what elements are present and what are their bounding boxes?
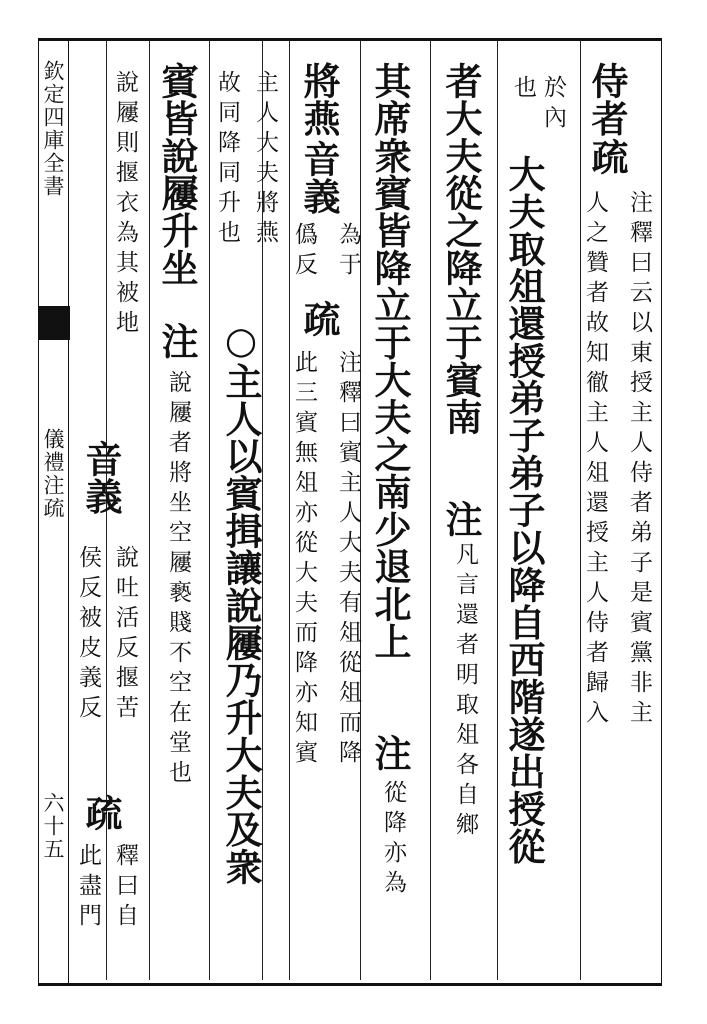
column-rule bbox=[497, 40, 498, 980]
margin-rule-left bbox=[38, 38, 39, 983]
column-4-commentary: 也 bbox=[510, 75, 536, 105]
column-11-main-text: ○主人以賓揖讓說屨乃升大夫及衆 bbox=[219, 318, 263, 886]
column-1-shu-marker: 疏 bbox=[585, 138, 629, 176]
column-rule bbox=[149, 40, 150, 980]
column-14-commentary-2: 釋曰自 bbox=[112, 843, 138, 933]
outer-frame-right bbox=[661, 38, 662, 983]
column-8-shu-marker: 疏 bbox=[297, 300, 341, 338]
margin-rule-right bbox=[68, 38, 69, 983]
fishtail-mark bbox=[38, 306, 70, 340]
column-8-commentary-2: 注釋曰賓主人大夫有俎從俎而降 bbox=[335, 350, 361, 770]
column-6-zhu-marker: 注 bbox=[368, 734, 412, 772]
column-5-main-text: 者大夫從之降立于賓南 bbox=[439, 62, 483, 436]
column-6-commentary: 從降亦為 bbox=[380, 780, 406, 900]
column-12-main-text: 賓皆說屨升坐 bbox=[155, 62, 199, 287]
column-13-commentary: 說屨則揠衣為其被地 bbox=[112, 70, 138, 340]
column-14-shu-marker: 疏 bbox=[79, 794, 123, 832]
column-9-commentary: 此三賓無俎亦從大夫而降亦知賓 bbox=[291, 350, 317, 770]
column-12-commentary: 說屨者將坐空屨褻賤不空在堂也 bbox=[165, 370, 191, 790]
margin-book-title: 儀禮注疏 bbox=[41, 428, 65, 520]
column-14-commentary: 侯反被皮義反 bbox=[75, 545, 101, 725]
column-rule bbox=[430, 40, 431, 980]
column-2-commentary: 人之贊者故知徹主人俎還授主人侍者歸入 bbox=[582, 190, 608, 730]
column-15-commentary: 此盡門 bbox=[75, 843, 101, 933]
column-12-zhu-marker: 注 bbox=[155, 322, 199, 360]
column-7-yinyi-marker: 音義 bbox=[297, 140, 341, 215]
column-11-commentary: 故同降同升也 bbox=[214, 70, 240, 250]
column-3-commentary: 於內 bbox=[540, 75, 566, 135]
column-13-yinyi-marker: 音義 bbox=[79, 440, 123, 515]
column-8-commentary: 僞反 bbox=[291, 222, 317, 282]
column-10-commentary: 主人大夫將燕 bbox=[252, 70, 278, 250]
column-rule bbox=[580, 40, 581, 980]
column-7-commentary: 為于 bbox=[335, 222, 361, 282]
column-5-commentary: 凡言還者明取俎各自鄉 bbox=[452, 542, 478, 842]
column-1-commentary: 注釋曰云以東授主人侍者弟子是賓黨非主 bbox=[626, 190, 652, 730]
column-rule bbox=[289, 40, 290, 980]
column-7-main-text: 將燕 bbox=[297, 62, 341, 137]
column-6-main-text: 其席衆賓皆降立于大夫之南少退北上 bbox=[368, 62, 412, 660]
column-rule bbox=[209, 40, 210, 980]
column-13-commentary-2: 說吐活反揠苦 bbox=[112, 545, 138, 725]
page-number: 六十五 bbox=[41, 792, 65, 861]
column-3-main-text: 大夫取俎還授弟子弟子以降自西階遂出授從 bbox=[502, 155, 546, 865]
column-1-main-text: 侍者 bbox=[585, 62, 629, 137]
column-5-zhu-marker: 注 bbox=[439, 500, 483, 538]
margin-collection-title: 欽定四庫全書 bbox=[41, 60, 65, 198]
